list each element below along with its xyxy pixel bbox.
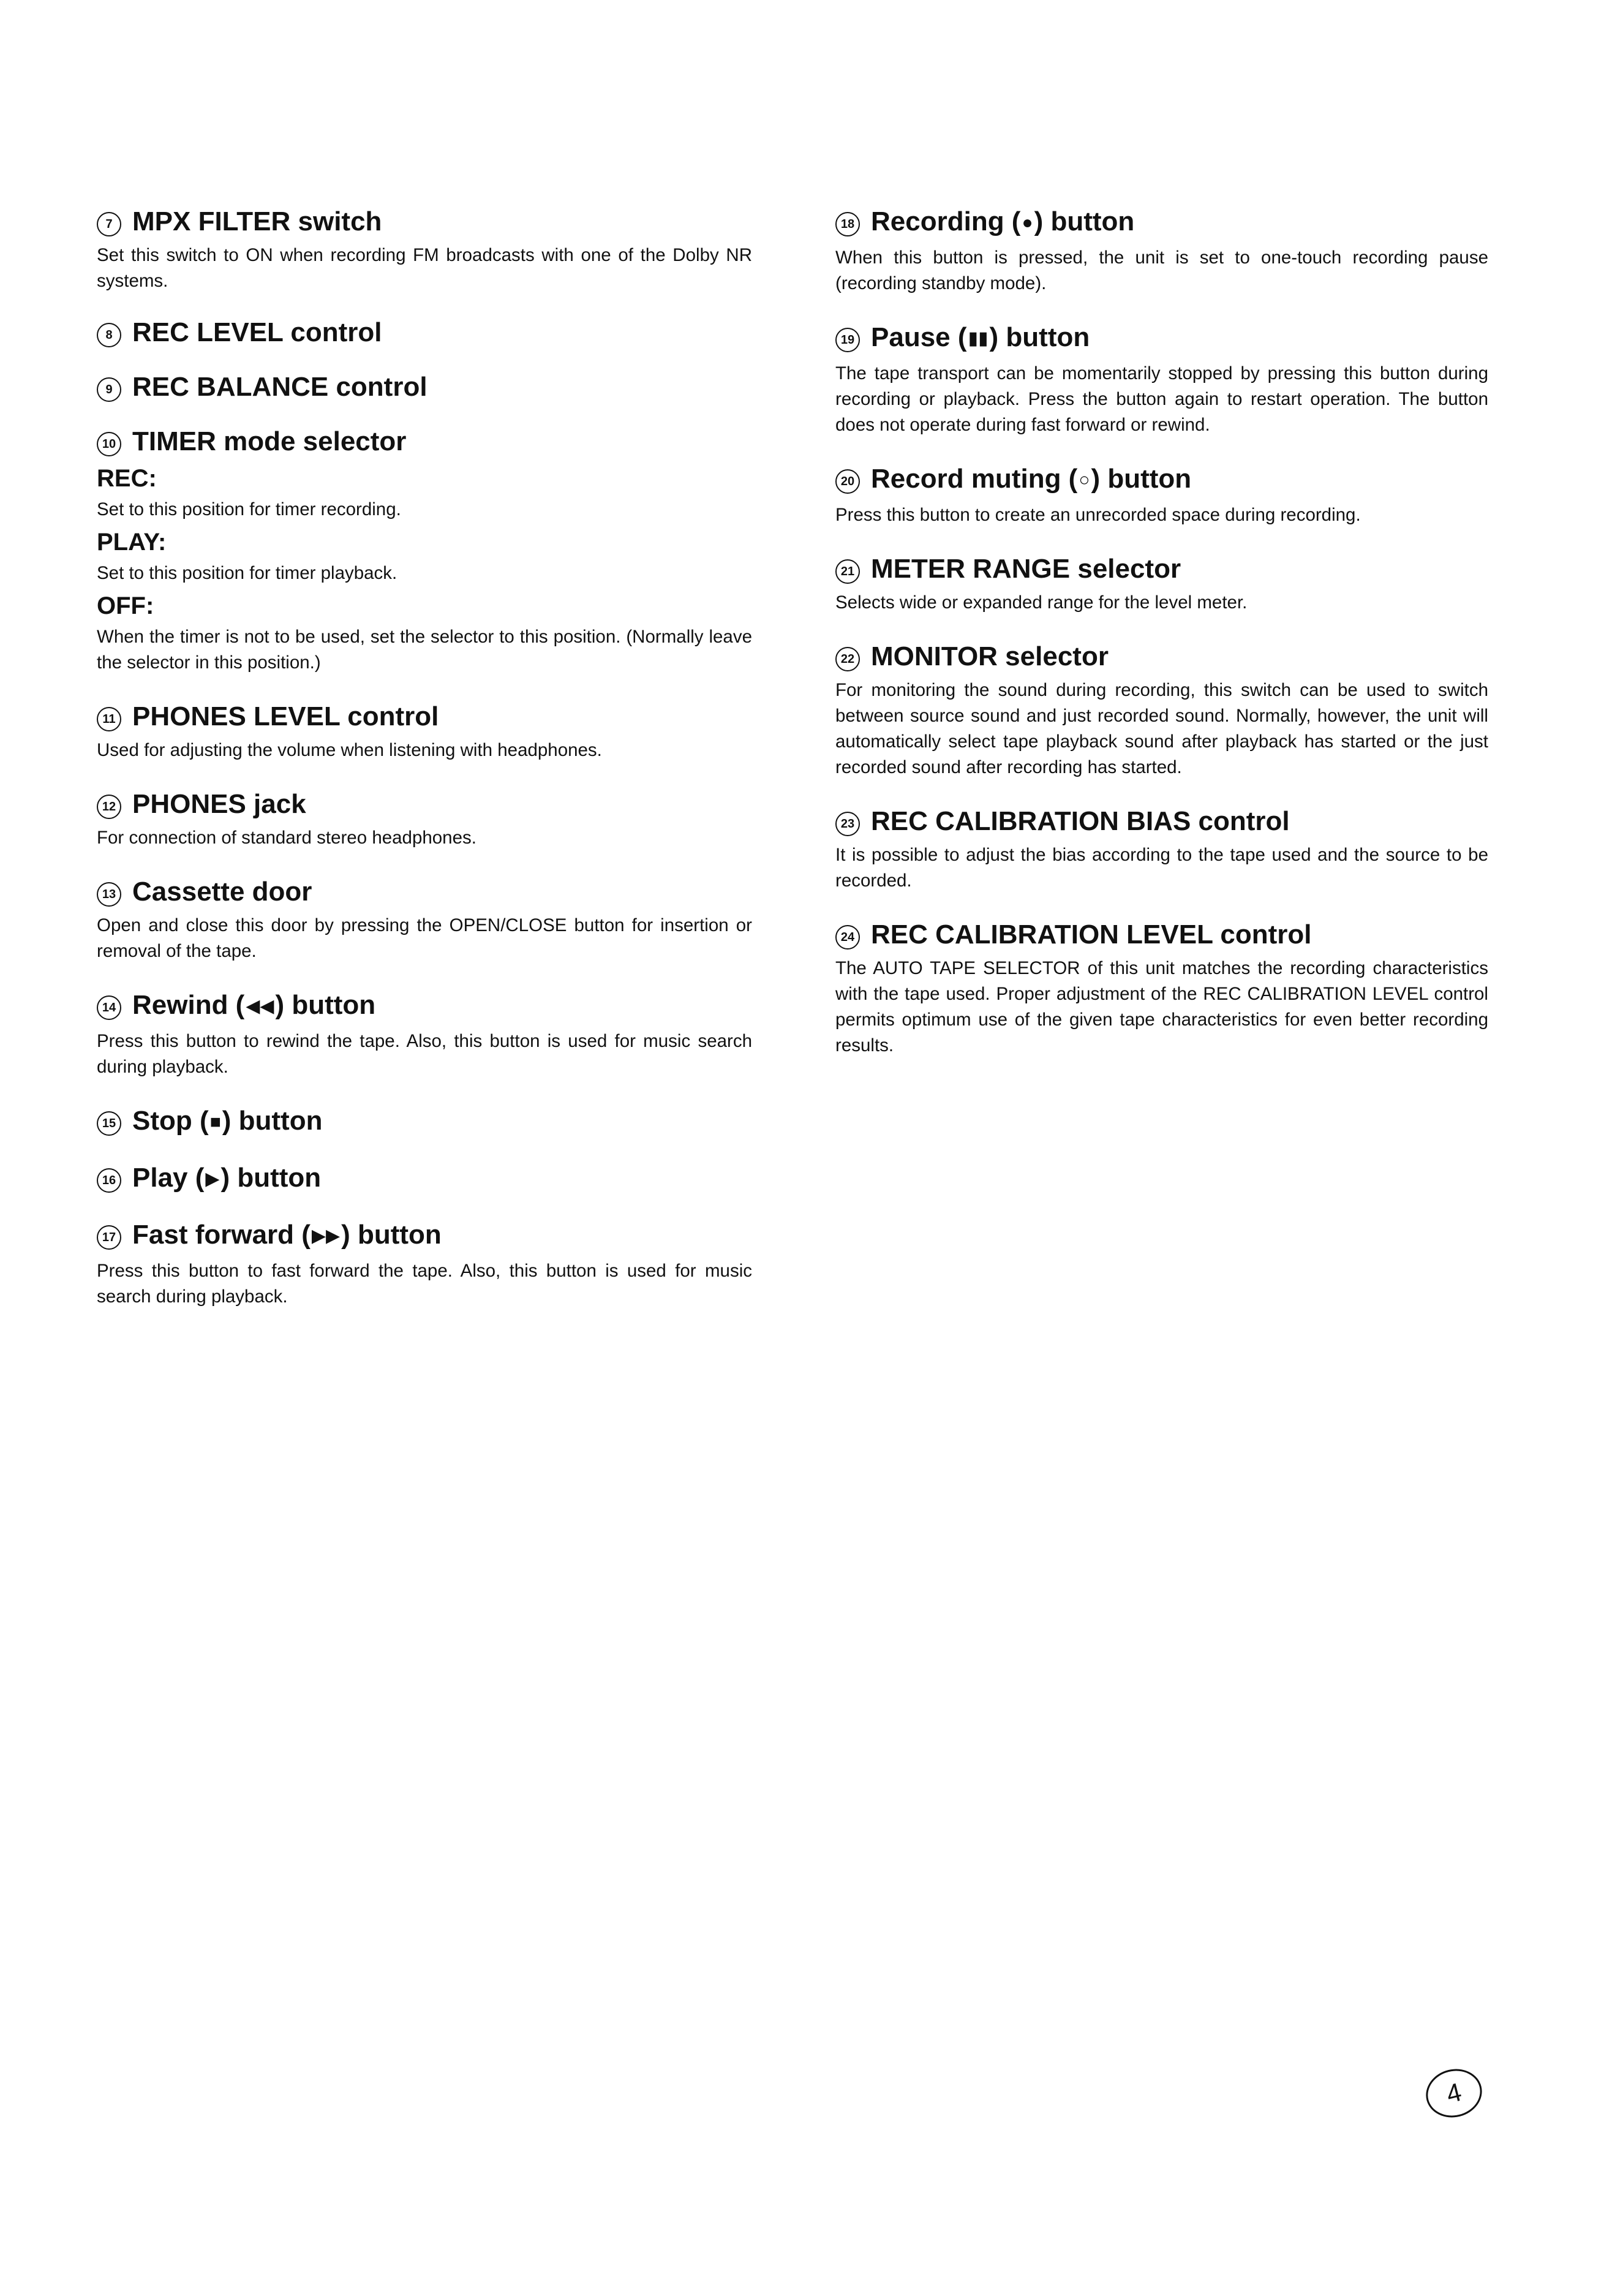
- item-title-pre: Play (: [132, 1163, 205, 1193]
- item-heading: [97, 205, 752, 239]
- item-title-text: PHONES jack: [132, 789, 306, 819]
- item-heading: [97, 788, 752, 821]
- item-title-text: REC CALIBRATION LEVEL control: [871, 920, 1312, 950]
- item-title-text: MPX FILTER switch: [132, 206, 382, 236]
- item-description: The AUTO TAPE SELECTOR of this unit matches the recording characteristics with the tape used. Proper adjustment of the REC CALIBRATION LEVEL control permits optimum use of the given tape characteristics for even better recording results.: [835, 958, 1488, 1055]
- item-heading: [97, 875, 752, 909]
- item-number-circle: 21: [835, 559, 860, 584]
- item-24: [835, 918, 1488, 1059]
- item-description: For connection of standard stereo headphones.: [97, 828, 476, 848]
- item-heading: [835, 640, 1488, 674]
- item-12: [97, 788, 752, 851]
- item-title: [132, 1105, 322, 1141]
- item-title: [132, 700, 439, 733]
- item-number-circle: 12: [97, 795, 121, 819]
- item-15: [97, 1105, 752, 1141]
- sub-label: OFF:: [97, 592, 154, 619]
- item-description: Press this button to fast forward the tape. Also, this button is used for music search during playback.: [97, 1261, 752, 1307]
- item-title: [871, 463, 1191, 499]
- item-21: [835, 553, 1488, 616]
- sub-label: PLAY:: [97, 529, 167, 556]
- item-number-circle: 7: [97, 212, 121, 236]
- item-number-circle: 15: [97, 1111, 121, 1136]
- button-symbol-icon: ▶: [205, 1169, 220, 1189]
- item-description: Set this switch to ON when recording FM broadcasts with one of the Dolby NR systems.: [97, 245, 752, 291]
- item-title-text: REC LEVEL control: [132, 317, 382, 347]
- item-title: [132, 205, 382, 238]
- item-title-text: MONITOR selector: [871, 641, 1109, 671]
- item-number-circle: 20: [835, 469, 860, 494]
- item-heading: [97, 425, 752, 459]
- button-symbol-icon: ▮▮: [968, 328, 988, 349]
- item-title-pre: Rewind (: [132, 990, 245, 1020]
- item-title-post: ) button: [989, 322, 1090, 352]
- item-16: [97, 1161, 752, 1198]
- right-column: [835, 205, 1488, 1059]
- item-title: [132, 425, 406, 458]
- sub-description: Set to this position for timer recording.: [97, 499, 401, 519]
- item-title-text: METER RANGE selector: [871, 554, 1181, 584]
- item-number-circle: 8: [97, 323, 121, 347]
- item-title: [132, 788, 306, 821]
- item-10: [97, 425, 752, 676]
- item-description: Selects wide or expanded range for the level meter.: [835, 592, 1248, 613]
- item-title-text: PHONES LEVEL control: [132, 701, 439, 731]
- item-title-post: ) button: [220, 1163, 322, 1193]
- item-title: [132, 316, 382, 349]
- button-symbol-icon: ■: [209, 1112, 221, 1132]
- item-heading: [97, 371, 752, 404]
- item-heading: [97, 316, 752, 350]
- item-13: [97, 875, 752, 964]
- item-title-text: REC CALIBRATION BIAS control: [871, 806, 1290, 836]
- item-number-circle: 23: [835, 812, 860, 836]
- item-title: [132, 989, 375, 1025]
- item-title: [871, 553, 1181, 586]
- left-column: [97, 205, 752, 1310]
- item-title-post: ) button: [1091, 464, 1192, 494]
- item-8: [97, 316, 752, 350]
- item-title: [871, 805, 1290, 838]
- sub-description: Set to this position for timer playback.: [97, 563, 397, 583]
- item-title-text: REC BALANCE control: [132, 372, 427, 402]
- item-number-circle: 24: [835, 925, 860, 950]
- page-number: 4: [1421, 2063, 1487, 2123]
- item-number-circle: 14: [97, 995, 121, 1020]
- item-heading: [835, 321, 1488, 357]
- item-title-post: ) button: [222, 1106, 323, 1136]
- item-number-circle: 13: [97, 882, 121, 907]
- item-20: [835, 463, 1488, 528]
- item-23: [835, 805, 1488, 894]
- item-title-pre: Stop (: [132, 1106, 209, 1136]
- button-symbol-icon: ○: [1079, 470, 1090, 490]
- item-title-text: Cassette door: [132, 877, 312, 907]
- item-heading: [97, 1161, 752, 1198]
- item-description: When this button is pressed, the unit is set to one-touch recording pause (recording standby mode).: [835, 247, 1488, 293]
- item-number-circle: 18: [835, 212, 860, 236]
- item-14: [97, 989, 752, 1080]
- item-7: [97, 205, 752, 294]
- button-symbol-icon: ▶▶: [311, 1226, 341, 1246]
- item-heading: [835, 918, 1488, 952]
- button-symbol-icon: ●: [1022, 213, 1033, 233]
- item-number-circle: 22: [835, 647, 860, 671]
- item-description: Used for adjusting the volume when listening with headphones.: [97, 740, 602, 760]
- item-title-pre: Fast forward (: [132, 1220, 311, 1250]
- item-title-post: ) button: [1034, 206, 1135, 236]
- item-heading: [97, 1105, 752, 1141]
- item-title: [132, 1218, 442, 1255]
- sub-description: When the timer is not to be used, set the selector to this position. (Normally leave the selector in this position.): [97, 627, 752, 673]
- item-number-circle: 17: [97, 1225, 121, 1250]
- item-heading: [835, 805, 1488, 839]
- item-title: [871, 640, 1109, 673]
- button-symbol-icon: ◀◀: [246, 996, 274, 1016]
- item-heading: [97, 989, 752, 1025]
- item-title-post: ) button: [275, 990, 376, 1020]
- item-number-circle: 11: [97, 707, 121, 731]
- item-heading: [835, 553, 1488, 586]
- item-description: Press this button to create an unrecorded space during recording.: [835, 505, 1361, 525]
- item-22: [835, 640, 1488, 780]
- item-title-post: ) button: [341, 1220, 442, 1250]
- item-description: The tape transport can be momentarily stopped by pressing this button during recording or playback. Press the button again to restart operation. The button does not operate during fast forward or rewind.: [835, 363, 1488, 435]
- item-heading: [97, 1218, 752, 1255]
- item-19: [835, 321, 1488, 438]
- item-description: For monitoring the sound during recording, this switch can be used to switch between source sound and just recorded sound. Normally, however, the unit will automatically select tape playback sound after playback has started or the just recorded sound after recording has started.: [835, 680, 1488, 777]
- item-description: Open and close this door by pressing the OPEN/CLOSE button for insertion or removal of the tape.: [97, 915, 752, 961]
- item-heading: [835, 463, 1488, 499]
- item-number-circle: 19: [835, 328, 860, 352]
- item-number-circle: 9: [97, 377, 121, 402]
- item-description: It is possible to adjust the bias according to the tape used and the source to be recorded.: [835, 845, 1488, 891]
- item-heading: [835, 205, 1488, 241]
- item-title: [871, 918, 1312, 951]
- item-description: Press this button to rewind the tape. Also, this button is used for music search during playback.: [97, 1031, 752, 1077]
- item-18: [835, 205, 1488, 296]
- item-number-circle: 16: [97, 1168, 121, 1193]
- item-title-pre: Pause (: [871, 322, 967, 352]
- item-title: [132, 371, 427, 404]
- item-title-pre: Recording (: [871, 206, 1021, 236]
- sub-label: REC:: [97, 465, 157, 492]
- item-17: [97, 1218, 752, 1310]
- item-title: [871, 205, 1134, 241]
- item-11: [97, 700, 752, 763]
- item-number-circle: 10: [97, 432, 121, 456]
- item-heading: [97, 700, 752, 734]
- item-title: [132, 875, 312, 908]
- item-9: [97, 371, 752, 404]
- item-title: [871, 321, 1090, 357]
- item-title-text: TIMER mode selector: [132, 426, 407, 456]
- item-title: [132, 1161, 321, 1198]
- item-title-pre: Record muting (: [871, 464, 1078, 494]
